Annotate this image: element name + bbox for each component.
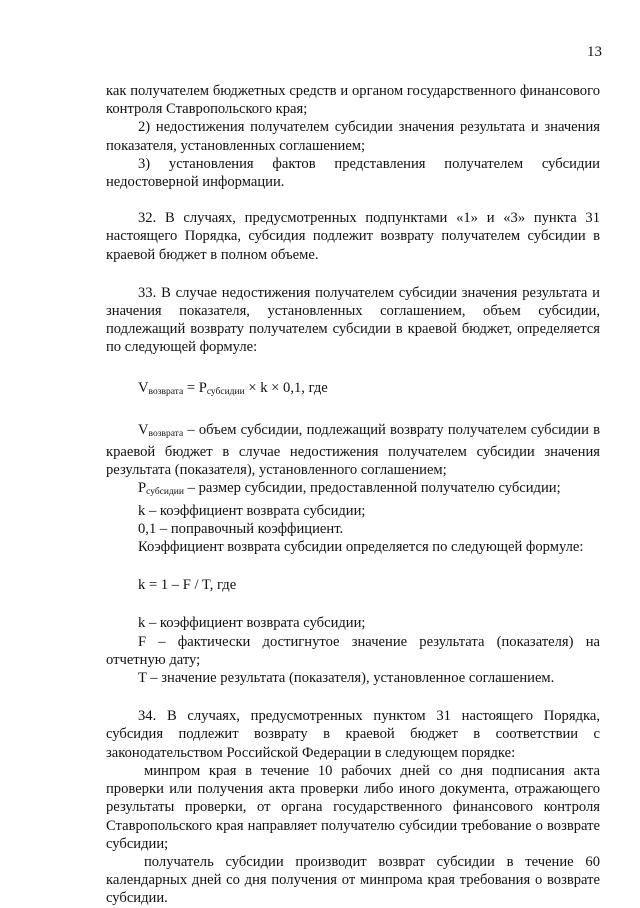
definition-subscript: возврата	[148, 428, 184, 439]
definition-text: – размер субсидии, предоставленной получателю субсидии;	[183, 480, 561, 497]
definition-p-subsidy	[106, 479, 600, 501]
paragraph-33: 33. В случае недостижения получателем субсидии значения результата и значения показателя, установленных соглашением, объем субсидии, подлежащий возврату получателем субсидии в краевой бюджет, определяется по следующей формуле:	[106, 284, 600, 356]
definition-f: F – фактически достигнутое значение результата (показателя) на отчетную дату;	[106, 633, 600, 668]
definition-text: – объем субсидии, подлежащий возврату получателем субсидии в краевой бюджет в случае недостижения получателем субсидии значения результата (показателя), установленного соглашением;	[106, 421, 600, 479]
formula-part: = P	[183, 379, 207, 396]
paragraph-32: 32. В случаях, предусмотренных подпунктами «1» и «3» пункта 31 настоящего Порядка, субсидия подлежит возврату получателем субсидии в краевой бюджет в полном объеме.	[106, 210, 600, 263]
definition-symbol: V	[138, 421, 149, 438]
definition-v-return	[106, 421, 600, 480]
formula-k: k = 1 – F / T, где	[138, 577, 237, 594]
paragraph-34: 34. В случаях, предусмотренных пунктом 31 настоящего Порядка, субсидия подлежит возврату в краевой бюджет в соответствии с законодательством Российской Федерации в следующем порядке:	[106, 708, 600, 761]
paragraph-item-2: 2) недостижения получателем субсидии значения результата и значения показателя, установленных соглашением;	[106, 119, 600, 154]
formula-subscript: возврата	[148, 386, 184, 397]
paragraph-minprom: минпром края в течение 10 рабочих дней со дня подписания акта проверки или получения акта проверки либо иного документа, отражающего результаты проверки, от органа государственного финансового контроля Ставропольского края направляет получателю субсидии требование о возврате субсидии;	[106, 762, 600, 852]
definition-correction: 0,1 – поправочный коэффициент.	[138, 520, 344, 537]
paragraph-recipient: получатель субсидии производит возврат субсидии в течение 60 календарных дней со дня получения от минпрома края требования о возврате субсидии.	[106, 853, 600, 907]
formula-part: × k × 0,1, где	[244, 379, 328, 396]
definition-k: k – коэффициент возврата субсидии;	[138, 502, 366, 519]
paragraph-item-3: 3) установления фактов представления получателем субсидии недостоверной информации.	[106, 155, 600, 191]
definition-subscript: субсидии	[146, 487, 184, 498]
definition-k-2: k – коэффициент возврата субсидии;	[138, 615, 366, 632]
paragraph-coefficient: Коэффициент возврата субсидии определяется по следующей формуле:	[138, 539, 584, 556]
formula-v-return	[106, 379, 600, 401]
paragraph-continuation: как получателем бюджетных средств и органом государственного финансового контроля Ставропольского края;	[106, 83, 600, 118]
document-body	[106, 82, 600, 908]
formula-subscript: субсидии	[206, 386, 245, 397]
definition-symbol: P	[138, 480, 147, 497]
definition-t: T – значение результата (показателя), установленное соглашением.	[138, 670, 555, 687]
page-number: 13	[587, 44, 602, 60]
formula-symbol-v: V	[138, 379, 149, 396]
